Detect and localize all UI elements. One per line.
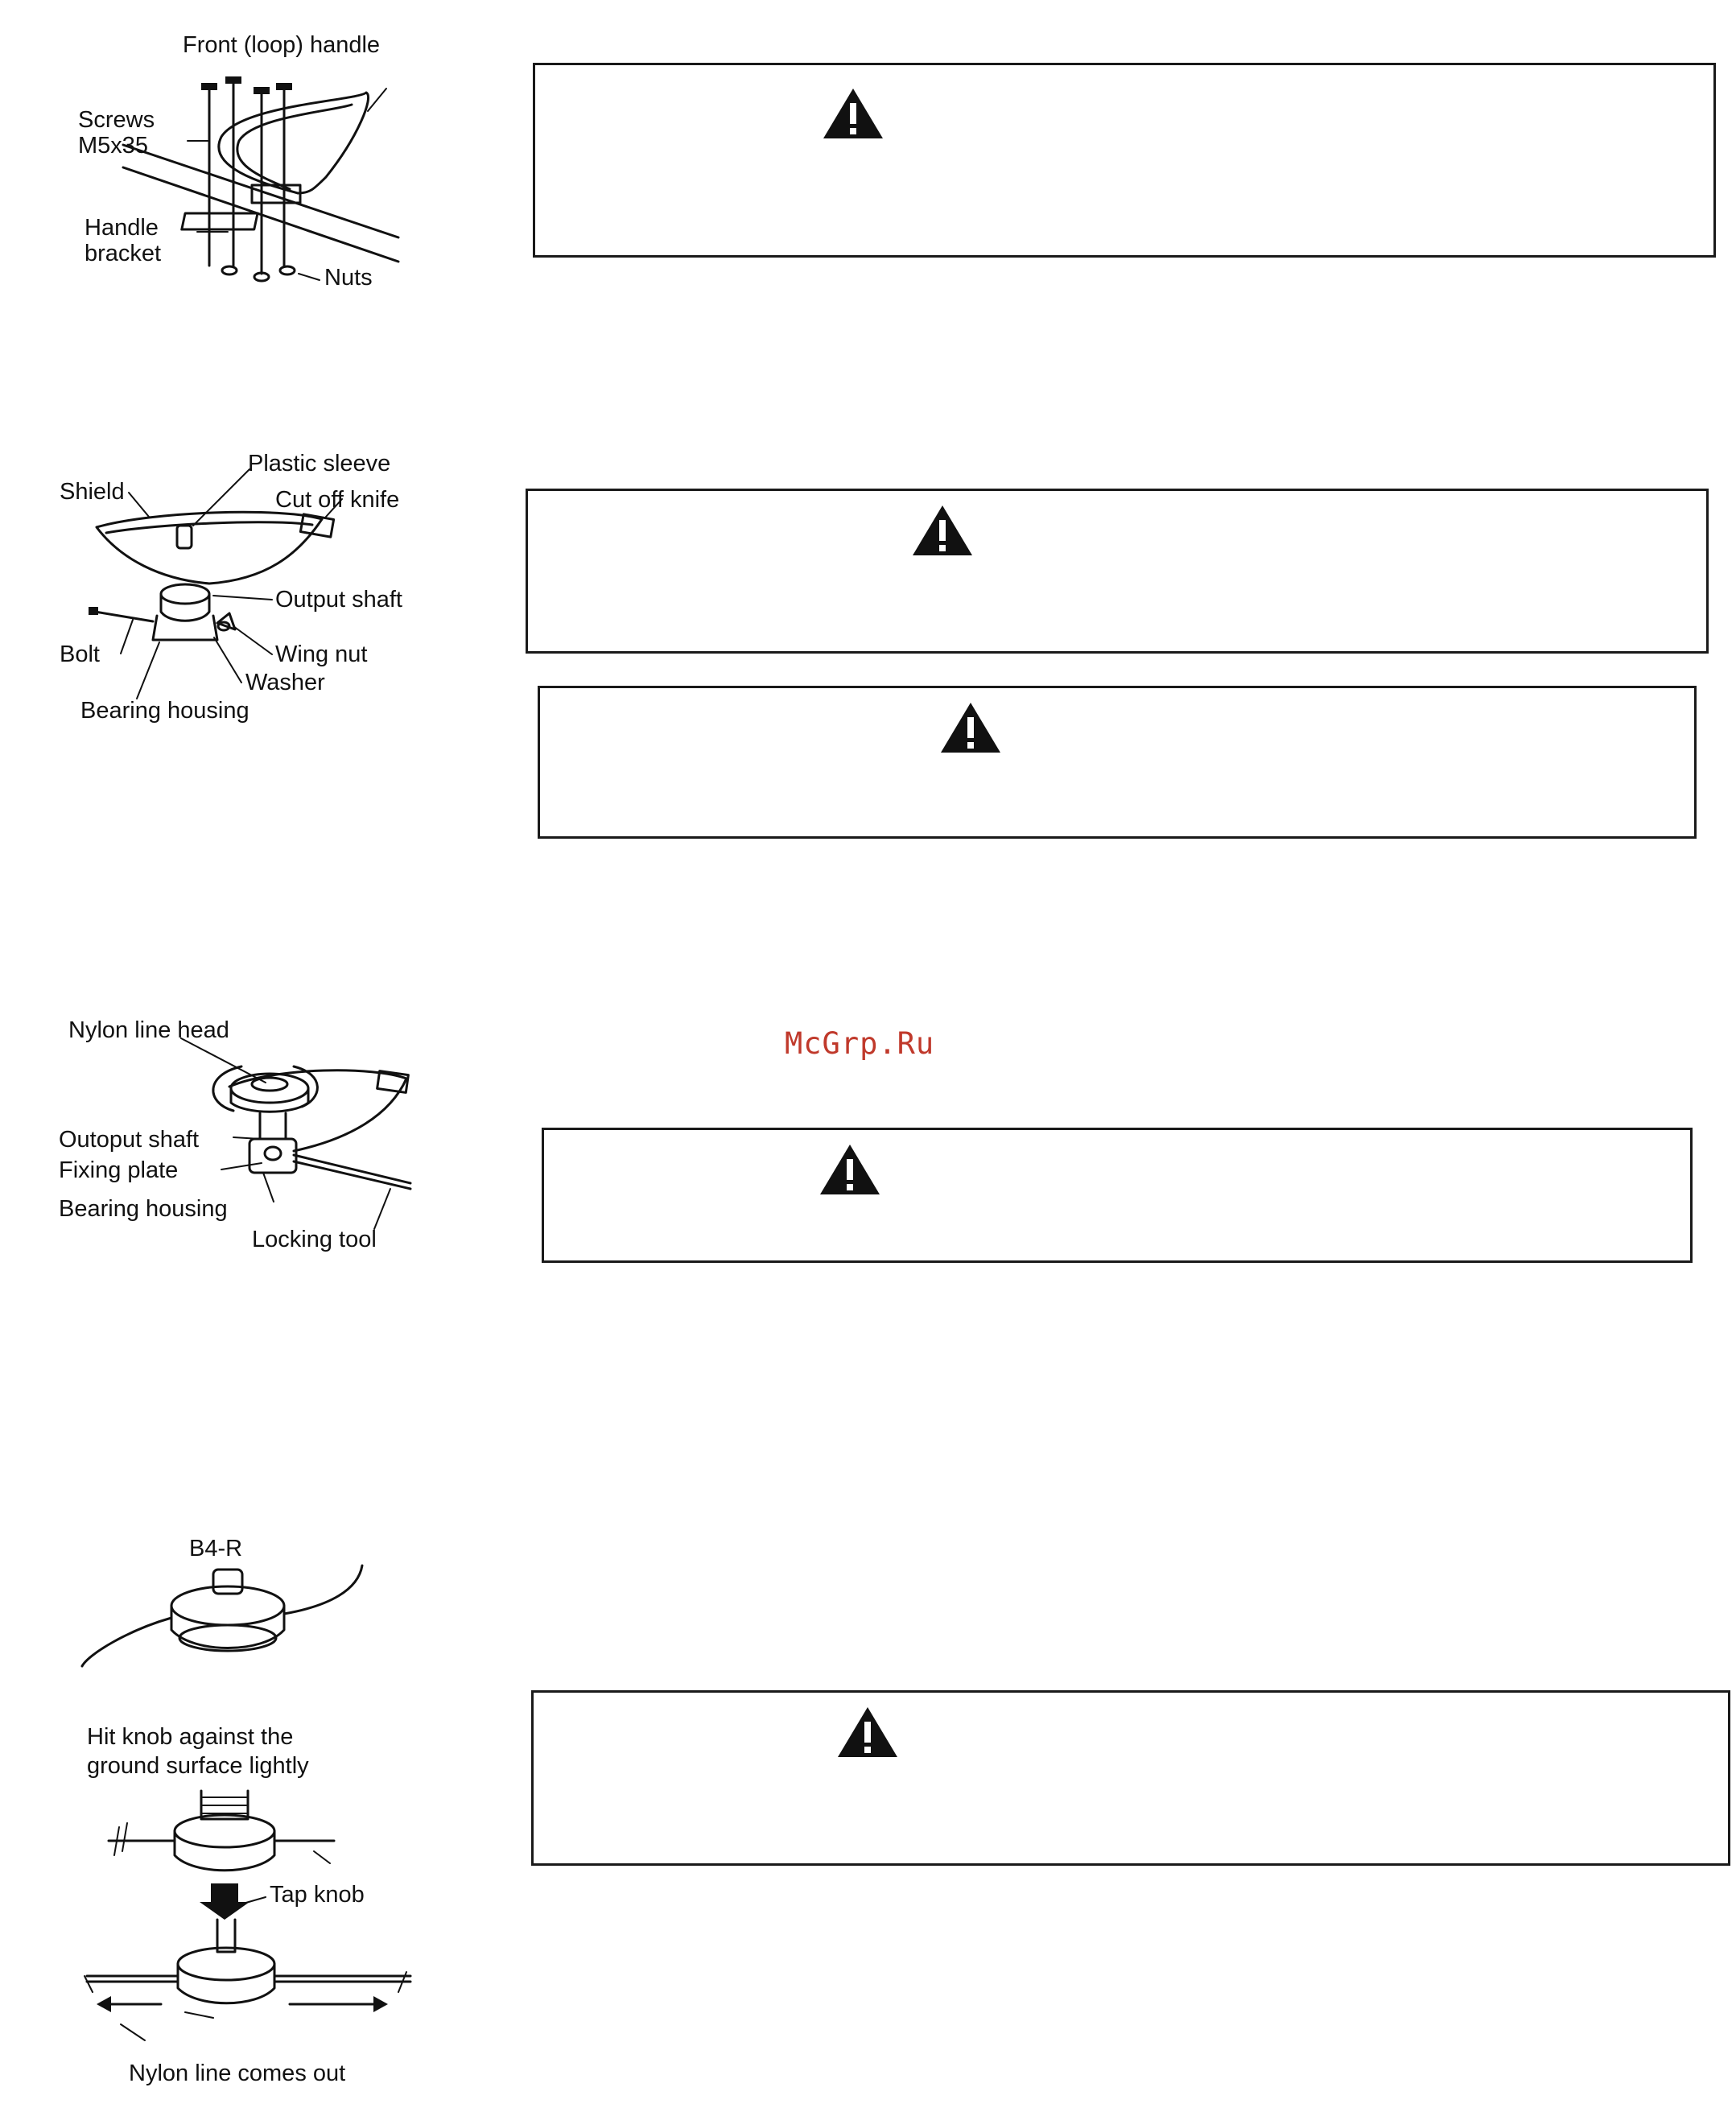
warning-triangle-icon — [938, 699, 1003, 756]
figure-nylon-line-head — [52, 1010, 439, 1260]
figure-b4r-head — [72, 1525, 419, 2089]
label-fixing-plate: Fixing plate — [59, 1157, 179, 1183]
label-handle: Handle — [85, 215, 159, 241]
label-screws: Screws — [78, 107, 155, 133]
label-bearing-housing: Bearing housing — [59, 1196, 228, 1222]
label-washer: Washer — [245, 670, 325, 695]
nylon-line-head-illustration — [52, 1010, 439, 1260]
label-nylon-line-head: Nylon line head — [68, 1017, 229, 1043]
label-output-shaft: Outoput shaft — [59, 1127, 200, 1153]
warning-triangle-icon — [818, 1141, 882, 1198]
label-plastic-sleeve: Plastic sleeve — [248, 451, 391, 476]
label-front-handle: Front (loop) handle — [183, 32, 381, 58]
label-bolt: Bolt — [60, 641, 100, 667]
warning-box-3 — [538, 686, 1697, 839]
label-screw-size: M5x35 — [78, 133, 149, 159]
label-bearing-housing: Bearing housing — [80, 698, 249, 724]
watermark: McGrp.Ru — [785, 1026, 935, 1061]
warning-box-4 — [542, 1128, 1693, 1263]
label-locking-tool: Locking tool — [252, 1227, 377, 1252]
figure-front-handle — [68, 24, 455, 302]
warning-box-2 — [526, 489, 1709, 654]
label-tap-knob: Tap knob — [270, 1882, 365, 1908]
label-bracket: bracket — [85, 241, 162, 266]
label-cut-off-knife: Cut off knife — [275, 487, 400, 513]
shield-assembly-illustration — [56, 443, 467, 732]
warning-box-1 — [533, 63, 1716, 258]
label-nuts: Nuts — [324, 265, 373, 291]
warning-triangle-icon — [910, 502, 975, 559]
label-hit-line1: Hit knob against the — [87, 1724, 294, 1750]
front-handle-illustration — [68, 24, 455, 302]
label-hit-line2: ground surface lightly — [87, 1753, 309, 1779]
label-line-comes-out: Nylon line comes out — [129, 2061, 346, 2086]
label-wing-nut: Wing nut — [275, 641, 368, 667]
label-shield: Shield — [60, 479, 125, 505]
label-output-shaft: Output shaft — [275, 587, 402, 613]
label-b4r-model: B4-R — [189, 1536, 243, 1561]
b4r-head-illustration — [72, 1525, 419, 2089]
figure-shield-assembly — [56, 443, 467, 732]
warning-triangle-icon — [835, 1704, 900, 1760]
warning-triangle-icon — [821, 85, 885, 142]
warning-box-5 — [531, 1690, 1730, 1866]
